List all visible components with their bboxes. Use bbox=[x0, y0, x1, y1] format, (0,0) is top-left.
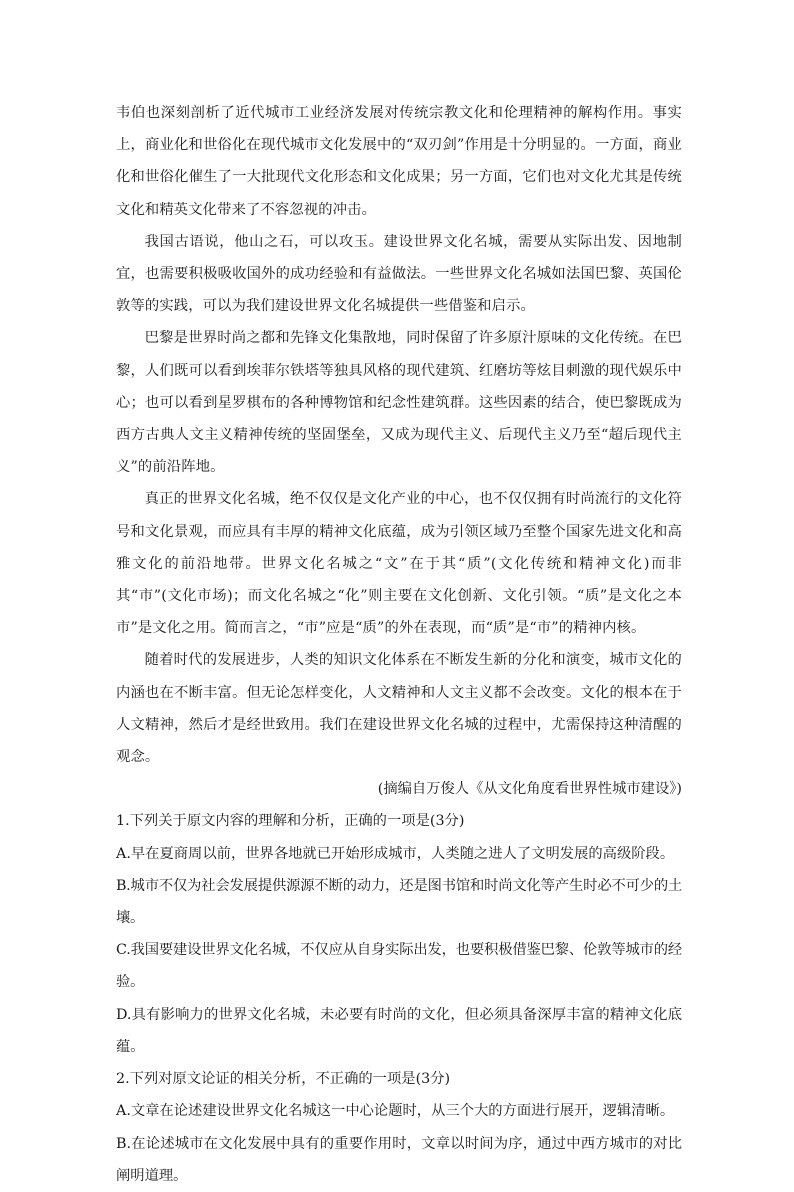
article-paragraph-2: 我国古语说，他山之石，可以攻玉。建设世界文化名城，需要从实际出发、因地制宜，也需要积极吸收国外的成功经验和有益做法。一些世界文化名城如法国巴黎、英国伦敦等的实践，可以为我们建设世界文化名城提供一些借鉴和启示。 bbox=[116, 233, 682, 315]
article-source: (摘编自万俊人《从文化角度看世界性城市建设》) bbox=[377, 781, 682, 798]
question-1-option-a: A.早在夏商周以前，世界各地就已开始形成城市，人类随之进人了文明发展的高级阶段。 bbox=[116, 845, 675, 862]
question-2-stem: 2.下列对原文论证的相关分析，不正确的一项是(3分) bbox=[116, 1071, 451, 1088]
question-1-option-b: B.城市不仅为社会发展提供源源不断的动力，还是图书馆和时尚文化等产生时必不可少的土壤。 bbox=[116, 877, 682, 927]
article-paragraph-4: 真正的世界文化名城，绝不仅仅是文化产业的中心，也不仅仅拥有时尚流行的文化符号和文化景观，而应具有丰厚的精神文化底蕴，成为引领区域乃至整个国家先进文化和高雅文化的前沿地带。世界文化名城之“文”在于其“质”(文化传统和精神文化)而非其“市”(文化市场)；而文化名城之“化”则主要在文化创新、文化引领。“质”是文化之本市”是文化之用。简而言之，“市”应是“质”的外在表现，而“质”是“市”的精神内核。 bbox=[116, 491, 682, 637]
question-1-option-c: C.我国要建设世界文化名城，不仅应从自身实际出发，也要积极借鉴巴黎、伦敦等城市的经验。 bbox=[116, 942, 682, 991]
question-1-option-d: D.具有影响力的世界文化名城，未必要有时尚的文化，但必须具备深厚丰富的精神文化底蕴。 bbox=[116, 1006, 682, 1055]
article-paragraph-1: 韦伯也深刻剖析了近代城市工业经济发展对传统宗教文化和伦理精神的解构作用。事实上，商业化和世俗化在现代城市文化发展中的“双刃剑”作用是十分明显的。一方面，商业化和世俗化催生了一大批现代文化形态和文化成果；另一方面，它们也对文化尤其是传统文化和精英文化带来了不容忽视的冲击。 bbox=[116, 105, 682, 218]
question-2-option-b: B.在论述城市在文化发展中具有的重要作用时，文章以时间为序，通过中西方城市的对比阐明道理。 bbox=[116, 1135, 682, 1184]
question-2-option-a: A.文章在论述建设世界文化名城这一中心论题时，从三个大的方面进行展开，逻辑清晰。 bbox=[116, 1103, 675, 1120]
document-page bbox=[116, 97, 682, 1192]
article-paragraph-3: 巴黎是世界时尚之都和先锋文化集散地，同时保留了许多原汁原味的文化传统。在巴黎，人们既可以看到埃菲尔铁塔等独具风格的现代建筑、红磨坊等炫目刺激的现代娱乐中心；也可以看到星罗棋布的各种博物馆和纪念性建筑群。这些因素的结合，使巴黎既成为西方古典人文主义精神传统的坚固堡垒，又成为现代主义、后现代主义乃至“超后现代主义”的前沿阵地。 bbox=[116, 330, 682, 476]
question-1-stem: 1.下列关于原文内容的理解和分析，正确的一项是(3分) bbox=[116, 813, 465, 830]
article-paragraph-5: 随着时代的发展进步，人类的知识文化体系在不断发生新的分化和演变，城市文化的内涵也在不断丰富。但无论怎样变化，人文精神和人文主义都不会改变。文化的根本在于人文精神，然后才是经世致用。我们在建设世界文化名城的过程中，尤需保持这种清醒的观念。 bbox=[116, 652, 682, 766]
